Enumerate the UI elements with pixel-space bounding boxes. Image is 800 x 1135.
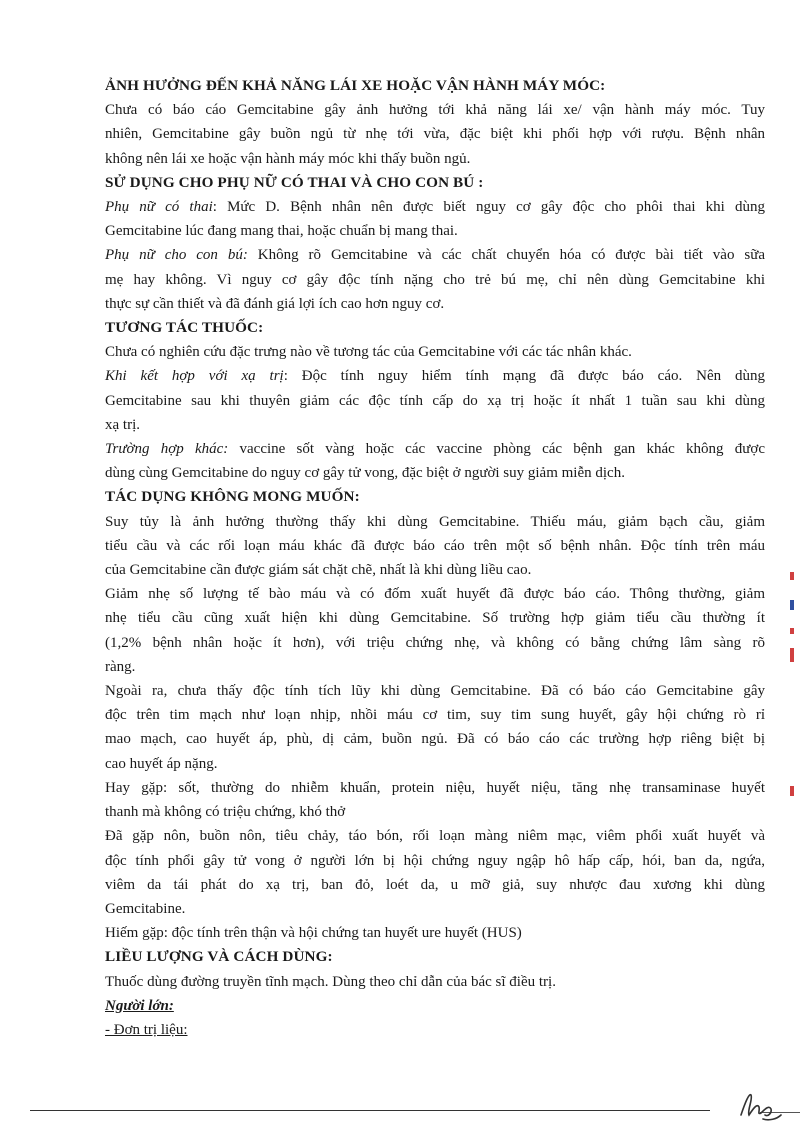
edge-mark	[790, 648, 794, 662]
section-heading-driving: ẢNH HƯỞNG ĐẾN KHẢ NĂNG LÁI XE HOẶC VẬN HÀNH MÁY MÓC:	[105, 77, 606, 94]
section-heading-pregnancy: SỬ DỤNG CHO PHỤ NỮ CÓ THAI VÀ CHO CON BÚ :	[105, 173, 484, 191]
paragraph-line: của Gemcitabine cần được giám sát chặt chẽ, nhất là khi dùng liều cao.	[105, 562, 532, 579]
paragraph-line: ràng.	[105, 658, 136, 675]
text: : Độc tính nguy hiểm tính mạng đã được báo cáo. Nên dùng	[283, 368, 765, 385]
section-heading-interactions: TƯƠNG TÁC THUỐC:	[105, 319, 264, 337]
subheading-monotherapy: - Đơn trị liệu:	[105, 1021, 188, 1038]
edge-mark	[790, 786, 794, 796]
paragraph-line: viêm da tái phát do xạ trị, ban đỏ, loét da, u mỡ giả, suy nhược đau xương khi dùng	[105, 876, 765, 893]
section-heading-adverse-effects: TÁC DỤNG KHÔNG MONG MUỐN:	[105, 488, 360, 506]
paragraph-line: Giảm nhẹ số lượng tế bào máu và có đốm xuất huyết đã được báo cáo. Thông thường, giảm	[105, 586, 765, 603]
paragraph-line: Ngoài ra, chưa thấy độc tính tích lũy khi dùng Gemcitabine. Đã có báo cáo Gemcitabine gây	[105, 683, 765, 700]
label-breastfeeding: Phụ nữ cho con bú:	[105, 247, 248, 264]
paragraph-line	[105, 195, 765, 219]
paragraph-line: Gemcitabine.	[105, 900, 186, 917]
paragraph-line	[105, 243, 765, 267]
label-pregnant: Phụ nữ có thai	[105, 199, 213, 216]
paragraph-line: Hay gặp: sốt, thường do nhiễm khuẩn, protein niệu, huyết niệu, tăng nhẹ transaminase huyết	[105, 779, 765, 796]
text: vaccine sốt vàng hoặc các vaccine phòng các bệnh gan khác không được	[228, 441, 765, 458]
initials-signature-icon	[735, 1085, 785, 1125]
paragraph-line: thanh mà không có triệu chứng, khó thở	[105, 804, 346, 821]
label-other-cases: Trường hợp khác:	[105, 441, 229, 458]
paragraph-line: Đã gặp nôn, buồn nôn, tiêu chảy, táo bón, rối loạn màng niêm mạc, viêm phổi xuất huyết và	[105, 828, 765, 845]
paragraph-line: không nên lái xe hoặc vận hành máy móc khi thấy buồn ngủ.	[105, 150, 471, 167]
text: Không rõ Gemcitabine và các chất chuyển hóa có được bài tiết vào sữa	[247, 247, 765, 264]
paragraph-line: Gemcitabine sau khi thuyên giảm các độc tính cấp do xạ trị hoặc ít nhất 1 tuần sau khi dùng	[105, 392, 765, 409]
edge-mark	[790, 572, 794, 580]
paragraph-line: nhẹ tiểu cầu cũng xuất hiện khi dùng Gemcitabine. Số trường hợp giảm tiểu cầu thường ít	[105, 610, 765, 627]
paragraph-line: tiểu cầu và các rối loạn máu khác đã được báo cáo trên một số bệnh nhân. Độc tính trên máu	[105, 537, 765, 554]
paragraph-line: nhiên, Gemcitabine gây buồn ngủ từ nhẹ tới vừa, đặc biệt khi phối hợp với rượu. Bệnh nhân	[105, 126, 765, 143]
text: : Mức D. Bệnh nhân nên được biết nguy cơ gây độc cho phôi thai khi dùng	[212, 199, 765, 216]
paragraph-line: thực sự cần thiết và đã đánh giá lợi ích cao hơn nguy cơ.	[105, 295, 445, 312]
paragraph-line: (1,2% bệnh nhân hoặc ít hơn), với triệu chứng nhẹ, và không có bằng chứng lâm sàng rõ	[105, 634, 765, 651]
section-heading-dosage: LIỀU LƯỢNG VÀ CÁCH DÙNG:	[105, 948, 333, 966]
paragraph-line: Suy tủy là ảnh hưởng thường thấy khi dùng Gemcitabine. Thiếu máu, giảm bạch cầu, giảm	[105, 513, 765, 530]
paragraph-line: Gemcitabine lúc đang mang thai, hoặc chuẩn bị mang thai.	[105, 223, 458, 240]
paragraph-line	[105, 437, 765, 461]
paragraph-line	[105, 364, 765, 388]
document-body	[105, 74, 765, 1042]
edge-mark	[790, 628, 794, 634]
paragraph-line: Chưa có báo cáo Gemcitabine gây ảnh hưởng tới khả năng lái xe/ vận hành máy móc. Tuy	[105, 102, 765, 119]
paragraph-line: Thuốc dùng đường truyền tĩnh mạch. Dùng theo chỉ dẫn của bác sĩ điều trị.	[105, 973, 556, 990]
paragraph-line: xạ trị.	[105, 416, 140, 433]
paragraph-line: Chưa có nghiên cứu đặc trưng nào về tương tác của Gemcitabine với các tác nhân khác.	[105, 344, 632, 361]
paragraph-line: mao mạch, cao huyết áp, phù, dị cảm, buồn ngủ. Đã có báo cáo các trường hợp riêng biệt bị	[105, 731, 765, 748]
paragraph-line: cao huyết áp nặng.	[105, 755, 218, 772]
paragraph-line: độc trên tim mạch như loạn nhịp, nhồi máu cơ tim, suy tim sung huyết, gây hội chứng rò rỉ	[105, 707, 765, 724]
paragraph-line: dùng cùng Gemcitabine do nguy cơ gây tử vong, đặc biệt ở người suy giảm miễn dịch.	[105, 465, 625, 482]
paragraph-line: độc tính phổi gây tử vong ở người lớn bị hội chứng nguy ngập hô hấp cấp, hói, ban da, ngứa,	[105, 852, 765, 869]
subheading-adults: Người lớn:	[105, 997, 174, 1014]
label-radiotherapy: Khi kết hợp với xạ trị	[105, 368, 284, 385]
footer-rule	[30, 1110, 710, 1111]
edge-mark	[790, 600, 794, 610]
paragraph-line: mẹ hay không. Vì nguy cơ gây độc tính nặng cho trẻ bú mẹ, chỉ nên dùng Gemcitabine khi	[105, 271, 765, 288]
paragraph-line: Hiếm gặp: độc tính trên thận và hội chứng tan huyết ure huyết (HUS)	[105, 925, 522, 942]
